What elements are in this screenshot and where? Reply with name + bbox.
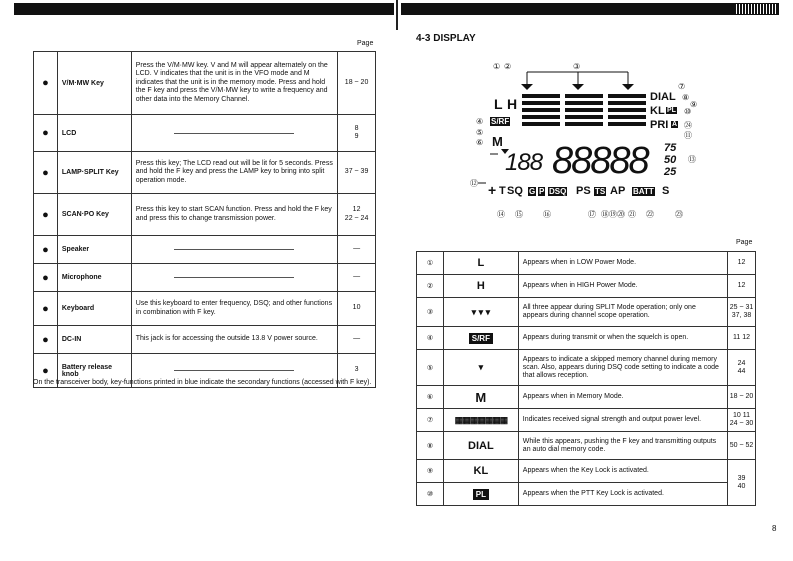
row-desc: Indicates received signal strength and output power level. bbox=[518, 409, 727, 432]
control-name: SCAN·PO Key bbox=[57, 194, 131, 236]
control-desc: Press this key; The LCD read out will be lit for 5 seconds. Press and hold the F key and press the LAMP key to bring into split operation mode. bbox=[131, 152, 337, 194]
bullet: ● bbox=[34, 326, 58, 354]
row-number: ④ bbox=[417, 327, 444, 350]
callout-5: ⑤ bbox=[476, 128, 484, 137]
srf-symbol: S/RF bbox=[469, 333, 493, 344]
table-row bbox=[417, 350, 756, 386]
page-spine bbox=[396, 0, 398, 30]
callout-17: ⑰ bbox=[588, 210, 596, 219]
control-name: LAMP·SPLIT Key bbox=[57, 152, 131, 194]
control-desc: This jack is for accessing the outside 13.8 V power source. bbox=[131, 326, 337, 354]
right-page-column-header: Page bbox=[736, 239, 753, 246]
lcd-big-digits: 88888 bbox=[552, 140, 648, 182]
callout-10: ⑩ bbox=[684, 107, 692, 116]
blank-line bbox=[174, 249, 294, 250]
callout-15: ⑮ bbox=[515, 210, 523, 219]
lcd-small-digits: 188 bbox=[505, 149, 543, 176]
row-page: 25 ~ 31 37, 38 bbox=[728, 298, 756, 327]
table-row bbox=[417, 386, 756, 409]
lcd-diagram bbox=[470, 56, 700, 226]
row-desc: Appears when the Key Lock is activated. bbox=[518, 460, 727, 483]
callout-11: ⑪ bbox=[684, 131, 692, 140]
row-desc: Appears to indicate a skipped memory channel during memory scan. Also, appears during DSQ code setting to indicate a code that allows reception. bbox=[518, 350, 727, 386]
bullet: ● bbox=[34, 115, 58, 152]
page-number: 8 bbox=[772, 524, 777, 533]
callout-8: ⑧ bbox=[682, 93, 690, 102]
callout-7: ⑦ bbox=[678, 82, 686, 91]
row-symbol: KL bbox=[443, 460, 518, 483]
row-number: ⑤ bbox=[417, 350, 444, 386]
control-page: 18 ~ 20 bbox=[338, 52, 376, 115]
row-desc: Appears when in HIGH Power Mode. bbox=[518, 275, 727, 298]
row-desc: Appears when the PTT Key Lock is activated. bbox=[518, 483, 727, 506]
control-desc: Press the V/M·MW key. V and M will appear alternately on the LCD. V indicates that the unit is in the VFO mode and M indicates that the unit is in the memory mode. Press and hold the F key and press the V/M·MW key to write a frequency and other data into the Memory Channel. bbox=[131, 52, 337, 115]
lcd-PL: PL bbox=[667, 107, 676, 114]
lcd-BATT: BATT bbox=[633, 187, 654, 196]
row-desc: While this appears, pushing the F key and transmitting outputs an auto dial memory code. bbox=[518, 432, 727, 460]
row-page: 11 12 bbox=[728, 327, 756, 350]
lcd-SQ: SQ bbox=[507, 185, 523, 197]
callout-16: ⑯ bbox=[543, 210, 551, 219]
table-row bbox=[34, 236, 376, 264]
row-symbol: ▾ ▾ ▾ bbox=[443, 298, 518, 327]
lcd-L: L bbox=[494, 96, 503, 112]
bullet: ● bbox=[34, 52, 58, 115]
row-number: ③ bbox=[417, 298, 444, 327]
split-arrow-2 bbox=[572, 84, 584, 90]
row-number: ⑩ bbox=[417, 483, 444, 506]
table-row bbox=[417, 327, 756, 350]
table-row bbox=[417, 298, 756, 327]
control-name: LCD bbox=[57, 115, 131, 152]
row-page: 12 bbox=[728, 275, 756, 298]
row-symbol bbox=[443, 327, 518, 350]
control-page: 8 9 bbox=[338, 115, 376, 152]
lcd-plus: + bbox=[488, 182, 497, 198]
control-desc bbox=[131, 264, 337, 292]
display-symbols-table bbox=[416, 251, 756, 506]
callout-22: ㉒ bbox=[646, 210, 654, 219]
blank-line bbox=[174, 133, 294, 134]
lcd-sub-25: 25 bbox=[664, 166, 677, 178]
row-symbol: M bbox=[443, 386, 518, 409]
callout-2: ② bbox=[504, 62, 512, 71]
control-name: Keyboard bbox=[57, 292, 131, 326]
lcd-M: M bbox=[492, 134, 503, 149]
bullet: ● bbox=[34, 354, 58, 388]
table-row bbox=[34, 52, 376, 115]
lcd-A: A bbox=[672, 121, 678, 128]
control-name: Battery release knob bbox=[57, 354, 131, 388]
lcd-S: S bbox=[662, 185, 670, 197]
row-number: ⑥ bbox=[417, 386, 444, 409]
control-name: Microphone bbox=[57, 264, 131, 292]
table-row bbox=[417, 432, 756, 460]
left-header-bar bbox=[14, 3, 394, 15]
table-row bbox=[417, 275, 756, 298]
bullet: ● bbox=[34, 264, 58, 292]
callout-13: ⑬ bbox=[688, 155, 696, 164]
lcd-SRF: S/RF bbox=[491, 117, 510, 126]
control-desc bbox=[131, 115, 337, 152]
footnote: On the transceiver body, key-functions printed in blue indicate the secondary functions (accessed with F key). bbox=[33, 379, 372, 386]
split-arrow-1 bbox=[521, 84, 533, 90]
callout-24: ㉔ bbox=[684, 121, 692, 130]
callout-1: ① bbox=[493, 62, 501, 71]
lcd-KL: KL bbox=[650, 105, 665, 117]
row-page: 24 44 bbox=[728, 350, 756, 386]
lcd-T: T bbox=[499, 185, 506, 197]
callout-18: ⑱ bbox=[601, 210, 609, 219]
callout-19: ⑲ bbox=[609, 210, 617, 219]
bullet: ● bbox=[34, 236, 58, 264]
table-row bbox=[34, 326, 376, 354]
section-title: 4-3 DISPLAY bbox=[416, 33, 476, 44]
control-name: DC-IN bbox=[57, 326, 131, 354]
control-desc bbox=[131, 236, 337, 264]
row-number: ⑦ bbox=[417, 409, 444, 432]
callout-6: ⑥ bbox=[476, 138, 484, 147]
bullet: ● bbox=[34, 194, 58, 236]
table-row bbox=[34, 152, 376, 194]
table-row bbox=[34, 264, 376, 292]
lcd-PS: PS bbox=[576, 185, 591, 197]
header-stripes bbox=[736, 4, 778, 14]
row-number: ⑧ bbox=[417, 432, 444, 460]
lcd-AP: AP bbox=[610, 185, 626, 197]
row-number: ⑨ bbox=[417, 460, 444, 483]
control-name: V/M·MW Key bbox=[57, 52, 131, 115]
row-page: 50 ~ 52 bbox=[728, 432, 756, 460]
row-desc: Appears during transmit or when the squelch is open. bbox=[518, 327, 727, 350]
row-desc: All three appear during SPLIT Mode operation; only one appears during channel scope operation. bbox=[518, 298, 727, 327]
lcd-P: P bbox=[539, 187, 545, 196]
control-page: — bbox=[338, 236, 376, 264]
table-row bbox=[417, 483, 756, 506]
table-row bbox=[417, 460, 756, 483]
row-page: 12 bbox=[728, 252, 756, 275]
row-number: ② bbox=[417, 275, 444, 298]
lcd-DSQ: DSQ bbox=[549, 187, 567, 196]
callout-20: ⑳ bbox=[617, 210, 625, 219]
row-page: 18 ~ 20 bbox=[728, 386, 756, 409]
row-symbol: DIAL bbox=[443, 432, 518, 460]
control-desc: Press this key to start SCAN function. Press and hold the F key and press this to change transmission power. bbox=[131, 194, 337, 236]
callout-3: ③ bbox=[573, 62, 581, 71]
left-page-column-header: Page bbox=[357, 40, 374, 47]
lcd-H: H bbox=[507, 96, 518, 112]
blank-line bbox=[174, 277, 294, 278]
lcd-TS: TS bbox=[595, 187, 606, 196]
callout-12: ⑫ bbox=[470, 179, 478, 188]
pl-symbol: PL bbox=[473, 489, 489, 500]
controls-table bbox=[33, 51, 376, 388]
control-page: — bbox=[338, 264, 376, 292]
lcd-DIAL: DIAL bbox=[650, 91, 676, 103]
row-desc: Appears when in LOW Power Mode. bbox=[518, 252, 727, 275]
row-page: 10 11 24 ~ 30 bbox=[728, 409, 756, 432]
control-page: 10 bbox=[338, 292, 376, 326]
callout-21: ㉑ bbox=[628, 210, 636, 219]
lcd-sub-50: 50 bbox=[664, 154, 677, 166]
row-symbol: ▾ bbox=[443, 350, 518, 386]
table-row bbox=[34, 115, 376, 152]
control-page: 12 22 ~ 24 bbox=[338, 194, 376, 236]
control-page: 3 bbox=[338, 354, 376, 388]
row-page: 39 40 bbox=[728, 460, 756, 506]
table-row bbox=[34, 292, 376, 326]
right-header-bar bbox=[401, 3, 779, 15]
lcd-sub-75: 75 bbox=[664, 142, 677, 154]
bullet: ● bbox=[34, 292, 58, 326]
split-arrow-3 bbox=[622, 84, 634, 90]
table-row bbox=[34, 194, 376, 236]
control-page: 37 ~ 39 bbox=[338, 152, 376, 194]
row-desc: Appears when in Memory Mode. bbox=[518, 386, 727, 409]
row-symbol: L bbox=[443, 252, 518, 275]
bullet: ● bbox=[34, 152, 58, 194]
callout-4: ④ bbox=[476, 117, 484, 126]
blank-line bbox=[174, 370, 294, 371]
control-desc: Use this keyboard to enter frequency, DSQ; and other functions in combination with F key. bbox=[131, 292, 337, 326]
table-row bbox=[417, 409, 756, 432]
row-symbol: H bbox=[443, 275, 518, 298]
row-symbol bbox=[443, 483, 518, 506]
control-page: — bbox=[338, 326, 376, 354]
callout-14: ⑭ bbox=[497, 210, 505, 219]
callout-9: ⑨ bbox=[690, 100, 698, 109]
row-symbol: ▦▦▦▦▦▦▦ bbox=[443, 409, 518, 432]
lcd-PRI: PRI bbox=[650, 119, 669, 131]
control-name: Speaker bbox=[57, 236, 131, 264]
callout-23: ㉓ bbox=[675, 210, 683, 219]
lcd-G: G bbox=[529, 187, 536, 196]
table-row bbox=[417, 252, 756, 275]
row-number: ① bbox=[417, 252, 444, 275]
